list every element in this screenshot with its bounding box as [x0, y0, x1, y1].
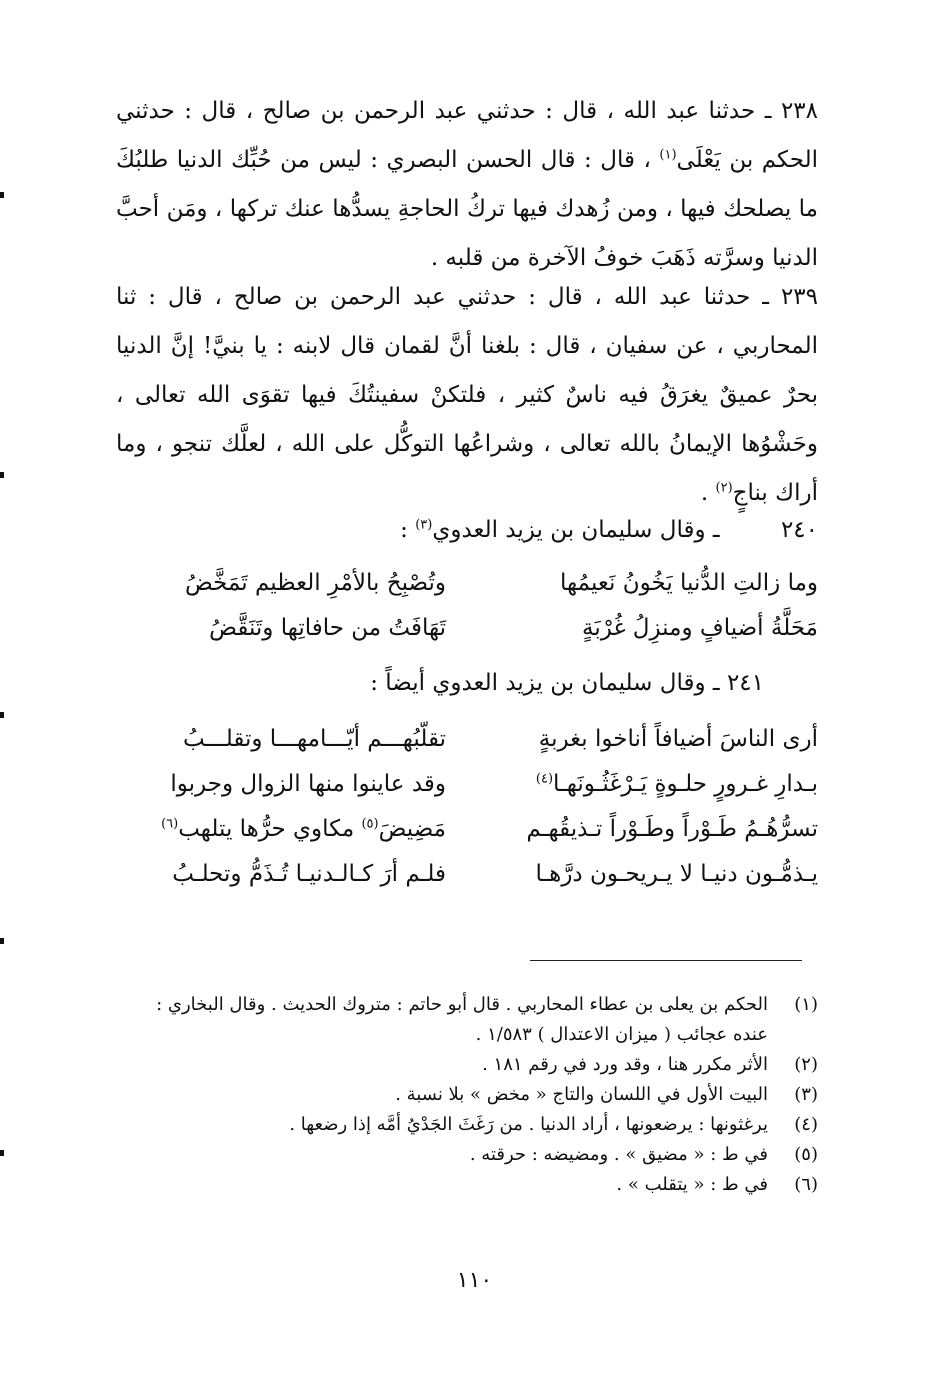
paragraph-240-heading — [116, 510, 818, 550]
paragraph-241-heading — [116, 663, 818, 703]
verse-hemistich-first — [488, 764, 818, 804]
footnotes — [116, 990, 818, 1200]
footnote-ref-5[interactable]: (٥) — [361, 816, 379, 832]
verse-241-3 — [116, 809, 818, 849]
verse-240-1 — [116, 563, 818, 603]
verse-hemistich-second: وتُصْبِحُ بالأمْرِ العظيم تَمَخَّضُ — [184, 570, 446, 596]
verse-hemistich-first: يـذمُّـون دنيـا لا يـريحـون درَّهـا — [535, 861, 818, 887]
verse-240-2 — [116, 608, 818, 648]
footnote-ref-3[interactable]: (٣) — [415, 517, 433, 533]
scan-edge-mark — [0, 1150, 4, 1156]
footnote-number: (١) — [794, 994, 818, 1015]
footnote-number: (٦) — [794, 1174, 818, 1195]
footnote-ref-6[interactable]: (٦) — [161, 816, 179, 832]
paragraph-239 — [116, 273, 818, 518]
footnote-2 — [116, 1050, 818, 1080]
verse-hemistich-second: وقد عاينوا منها الزوال وجربوا — [170, 771, 446, 797]
verse-241-4 — [116, 854, 818, 894]
paragraph-238 — [116, 87, 818, 283]
footnote-text: الأثر مكرر هنا ، وقد ورد في رقم ١٨١ . — [482, 1054, 768, 1075]
footnote-6 — [116, 1170, 818, 1200]
verse-hemistich-first: وما زالتِ الدُّنيا يَخُونُ نَعيمُها — [560, 570, 818, 596]
verse-text: بـدارِ غـرورٍ حلـوةٍ يَـرْغَثُـونَهـا — [553, 771, 818, 797]
footnote-ref-4[interactable]: (٤) — [535, 771, 554, 787]
paragraph-240-text: ٢٤٠ ـ وقال سليمان بن يزيد العدوي — [432, 517, 818, 543]
verse-241-2 — [116, 764, 818, 804]
verse-hemistich-first: أرى الناسَ أضيافاً أناخوا بغربةٍ — [538, 726, 818, 752]
scan-edge-mark — [0, 712, 4, 718]
footnote-text: في ط : « مضيق » . ومضيضه : حرقته . — [469, 1144, 768, 1165]
footnote-ref-1[interactable]: (١) — [659, 147, 677, 163]
verse-hemistich-first: مَحَلَّةُ أضيافٍ ومنزِلُ غُرْبَةٍ — [582, 615, 818, 641]
paragraph-239-end: . — [700, 480, 716, 506]
paragraph-238-rest: ، قال : قال الحسن البصري : ليس من حُبِّك الدنيا طلبُكَ ما يصلحك فيها ، ومن زُهدك فيها تركُ الحاجةِ يسدُّها عنك تركها ، ومَن أحبَّ الدنيا وسرَّته ذَهَبَ خوفُ الآخرة من قلبه . — [116, 147, 818, 271]
paragraph-239-text: ٢٣٩ ـ حدثنا عبد الله ، قال : حدثني عبد الرحمن بن صالح ، قال : ثنا المحاربي ، عن سفيان ، قال : بلغنا أنَّ لقمان قال لابنه : يا بنيَّ! إنَّ الدنيا بحرٌ عميقٌ يغرَقُ فيه ناسٌ كثير ، فلتكنْ سفينتُكَ فيها تقوَى الله تعالى ، وحَشْوُها الإيمانُ بالله تعالى ، وشراعُها التوكُّل على الله ، لعلَّك تنجو ، وما أراك بناجٍ — [116, 284, 818, 506]
verse-hemistich-first: تسرُّهُـمُ طَـوْراً وطَـوْراً تـذيقُهـم — [526, 816, 818, 842]
footnote-text: الحكم بن يعلى بن عطاء المحاربي . قال أبو حاتم : متروك الحديث . وقال البخاري : عنده عجائب ( ميزان الاعتدال ) ١/٥٨٣ . — [156, 994, 768, 1045]
footnote-number: (٥) — [794, 1144, 818, 1165]
footnote-text: في ط : « يتقلب » . — [616, 1174, 768, 1195]
page-number: ١١٠ — [456, 1268, 493, 1293]
paragraph-241-text: ٢٤١ ـ وقال سليمان بن يزيد العدوي أيضاً : — [370, 670, 764, 696]
paragraph-240-end: : — [400, 517, 416, 543]
verse-text-rest: مكاوي حرُّها يتلهب — [178, 816, 362, 842]
verse-hemistich-second: تَهَافَتُ من حافاتِها وتَنَقَّضُ — [209, 615, 446, 641]
verse-hemistich-second — [116, 809, 446, 849]
scan-edge-mark — [0, 938, 4, 944]
verse-hemistich-second: فلـم أرَ كـالـدنيـا تُـذَمُّ وتحلـبُ — [172, 861, 446, 887]
scan-edge-mark — [0, 192, 4, 198]
footnote-text: يرغثونها : يرضعونها ، أراد الدنيا . من رَغَثَ الجَدْيُ أمَّه إذا رضعها . — [289, 1114, 768, 1135]
scan-edge-mark — [0, 472, 4, 478]
footnote-3 — [116, 1080, 818, 1110]
footnote-number: (٤) — [794, 1114, 818, 1135]
footnote-text: البيت الأول في اللسان والتاج « مخض » بلا نسبة . — [395, 1084, 768, 1105]
verse-text: مَضِيضَ — [378, 816, 446, 842]
verse-241-1 — [116, 719, 818, 759]
paragraph-238-text: ٢٣٨ ـ حدثنا عبد الله ، قال : حدثني عبد الرحمن بن صالح ، قال : حدثني الحكم بن يَعْلَى — [116, 98, 818, 173]
footnote-1 — [116, 990, 818, 1050]
verse-hemistich-second: تقلّبُهـــم أيّـــامهـــا وتقلـــبُ — [182, 726, 446, 752]
footnote-ref-2[interactable]: (٢) — [715, 480, 733, 496]
footnote-separator — [530, 960, 802, 961]
footnote-number: (٣) — [794, 1084, 818, 1105]
footnote-number: (٢) — [794, 1054, 818, 1075]
footnote-5 — [116, 1140, 818, 1170]
footnote-4 — [116, 1110, 818, 1140]
